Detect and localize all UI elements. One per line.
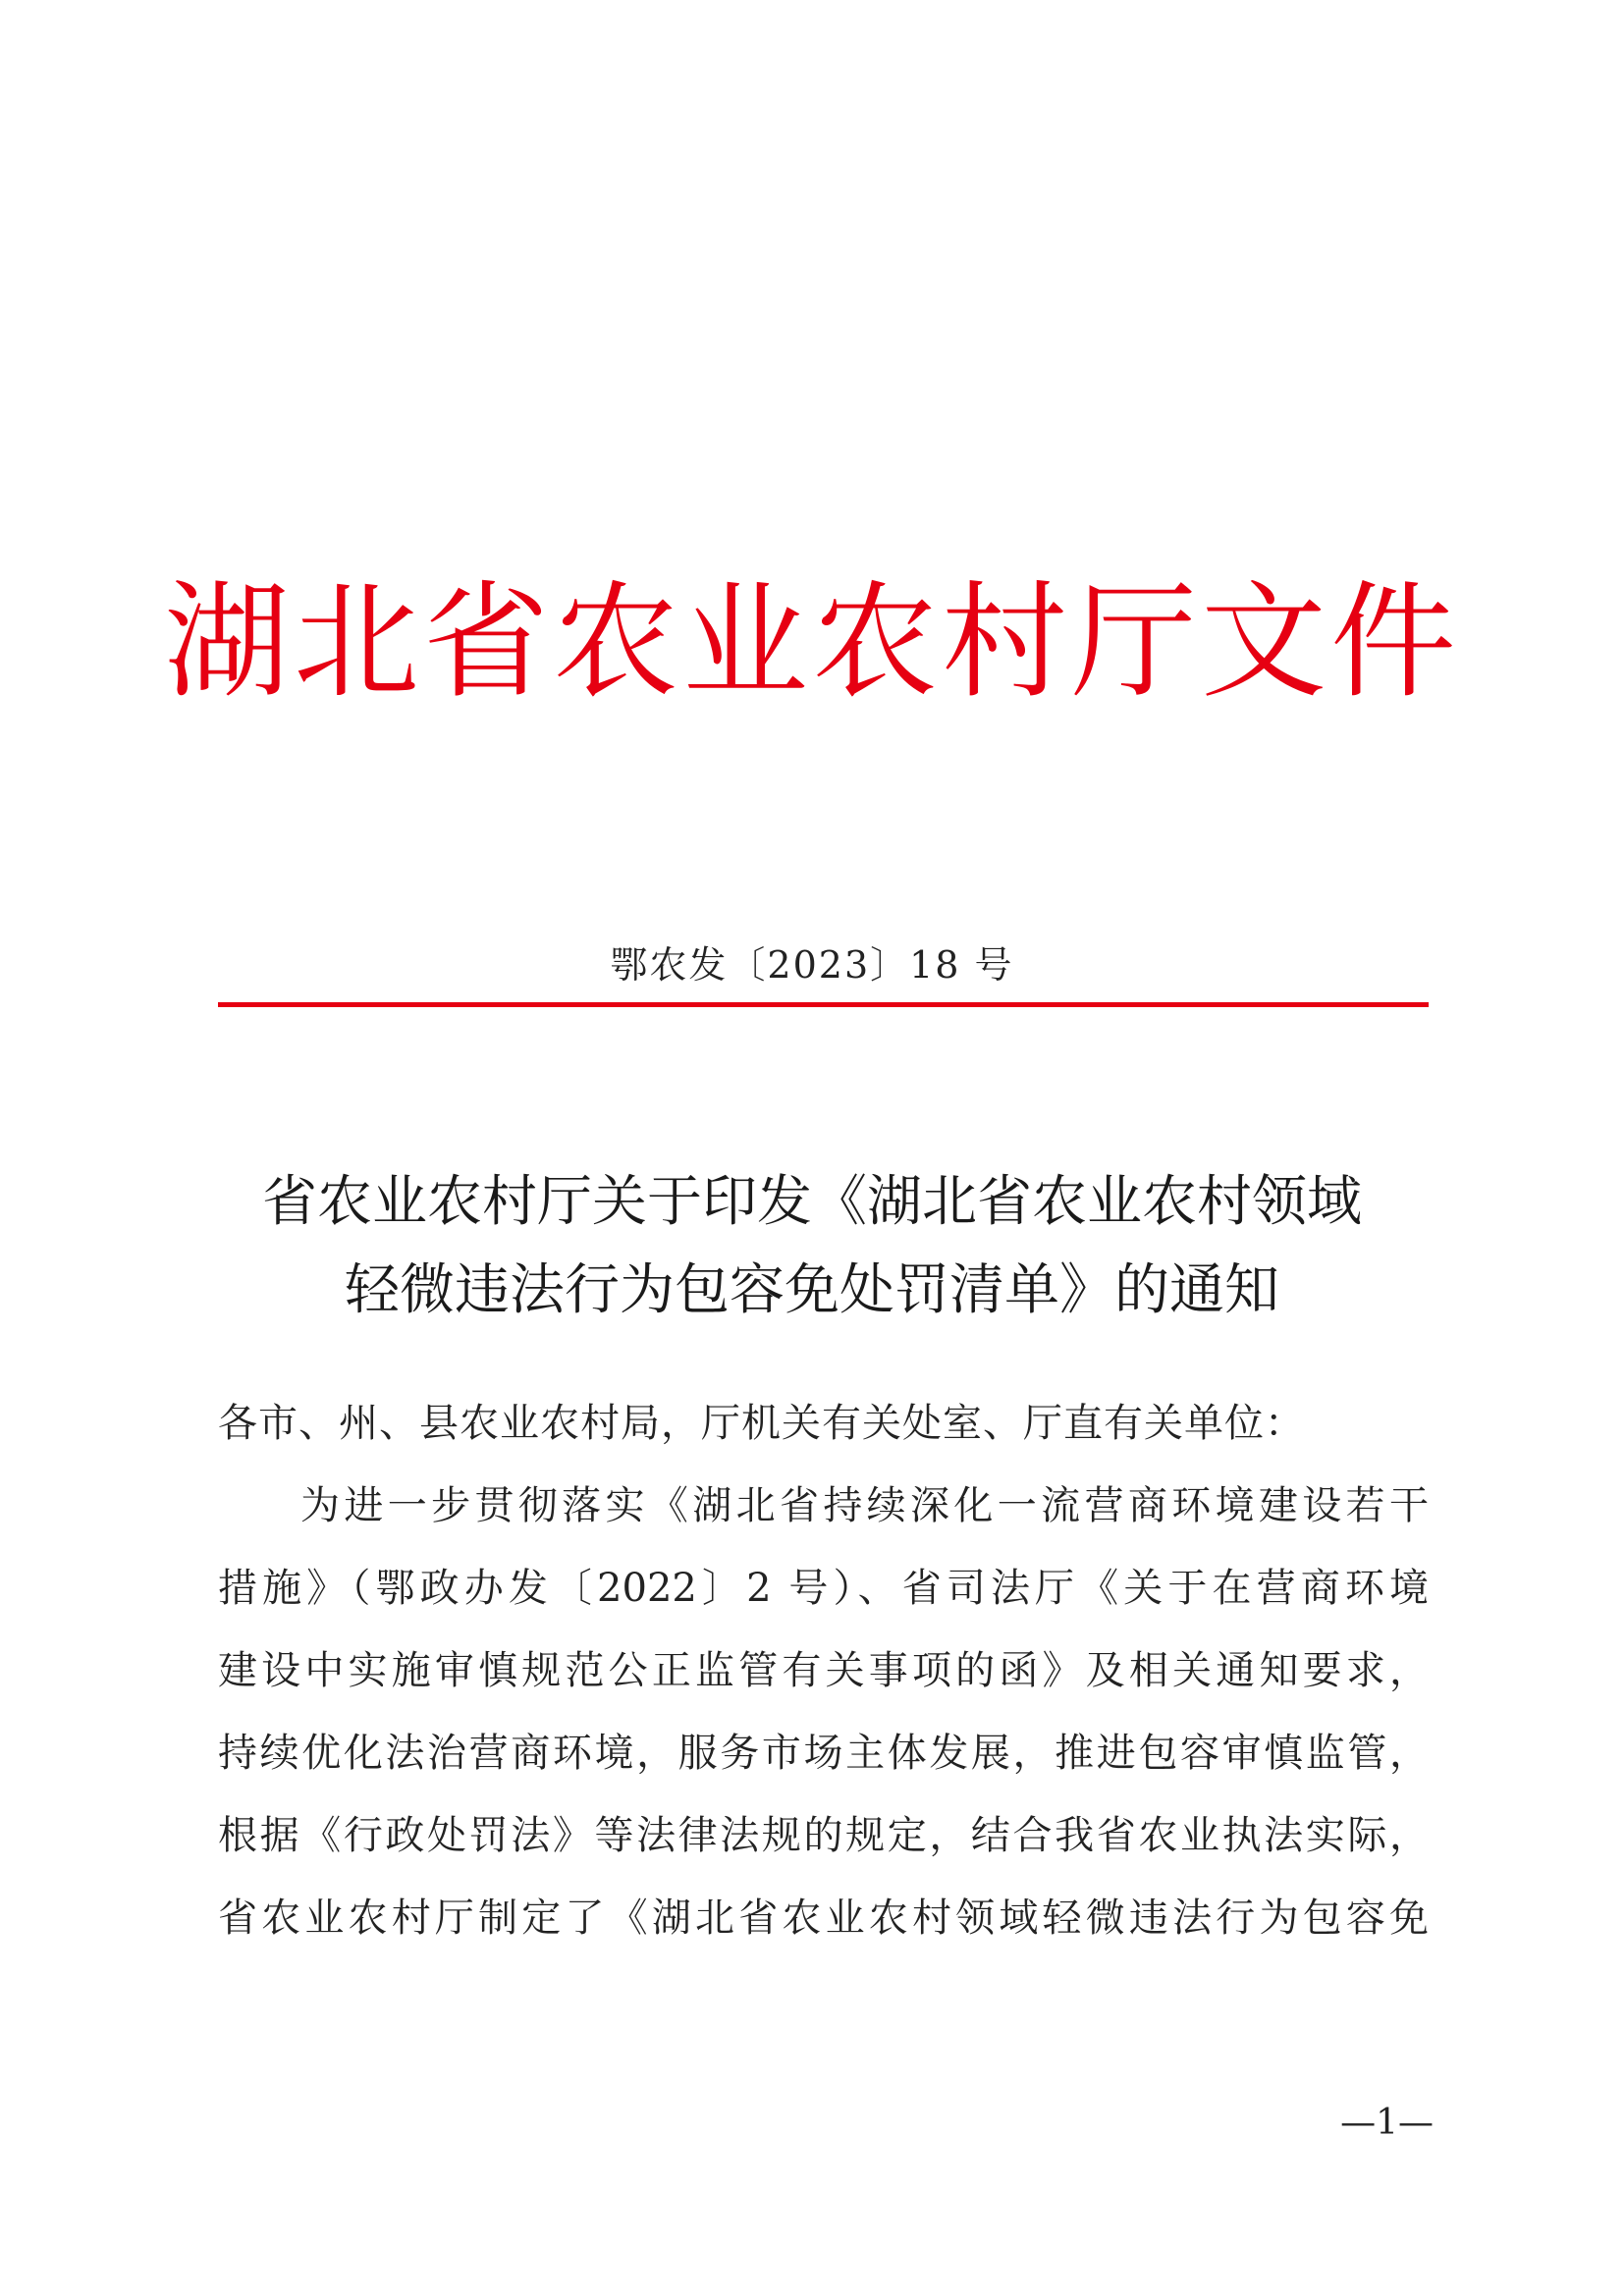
document-title — [157, 1158, 1467, 1335]
red-separator-rule — [218, 1002, 1429, 1007]
body-paragraph-line: 省农业农村厅制定了《湖北省农业农村领域轻微违法行为包容免 — [218, 1896, 1429, 1941]
document-title-line: 轻微违法行为包容免处罚清单》的通知 — [345, 1258, 1279, 1322]
document-body — [218, 1382, 1429, 1959]
page-number: —1— — [1340, 2103, 1434, 2143]
salutation: 各市、州、县农业农村局，厅机关有关处室、厅直有关单位： — [218, 1401, 1305, 1446]
body-paragraph-line: 根据《行政处罚法》等法律法规的规定，结合我省农业执法实际， — [218, 1813, 1429, 1858]
body-paragraph-line: 建设中实施审慎规范公正监管有关事项的函》及相关通知要求， — [218, 1648, 1429, 1693]
body-paragraph-line: 措施》（鄂政办发〔2022〕2 号）、省司法厅《关于在营商环境 — [218, 1566, 1429, 1611]
document-number: 鄂农发〔2023〕18 号 — [610, 943, 1014, 987]
body-paragraph-line: 为进一步贯彻落实《湖北省持续深化一流营商环境建设若干 — [300, 1483, 1429, 1528]
body-paragraph-line: 持续优化法治营商环境，服务市场主体发展，推进包容审慎监管， — [218, 1731, 1429, 1776]
document-title-line: 省农业农村厅关于印发《湖北省农业农村领域 — [262, 1170, 1362, 1234]
masthead-title: 湖北省农业农村厅文件 — [163, 569, 1460, 716]
